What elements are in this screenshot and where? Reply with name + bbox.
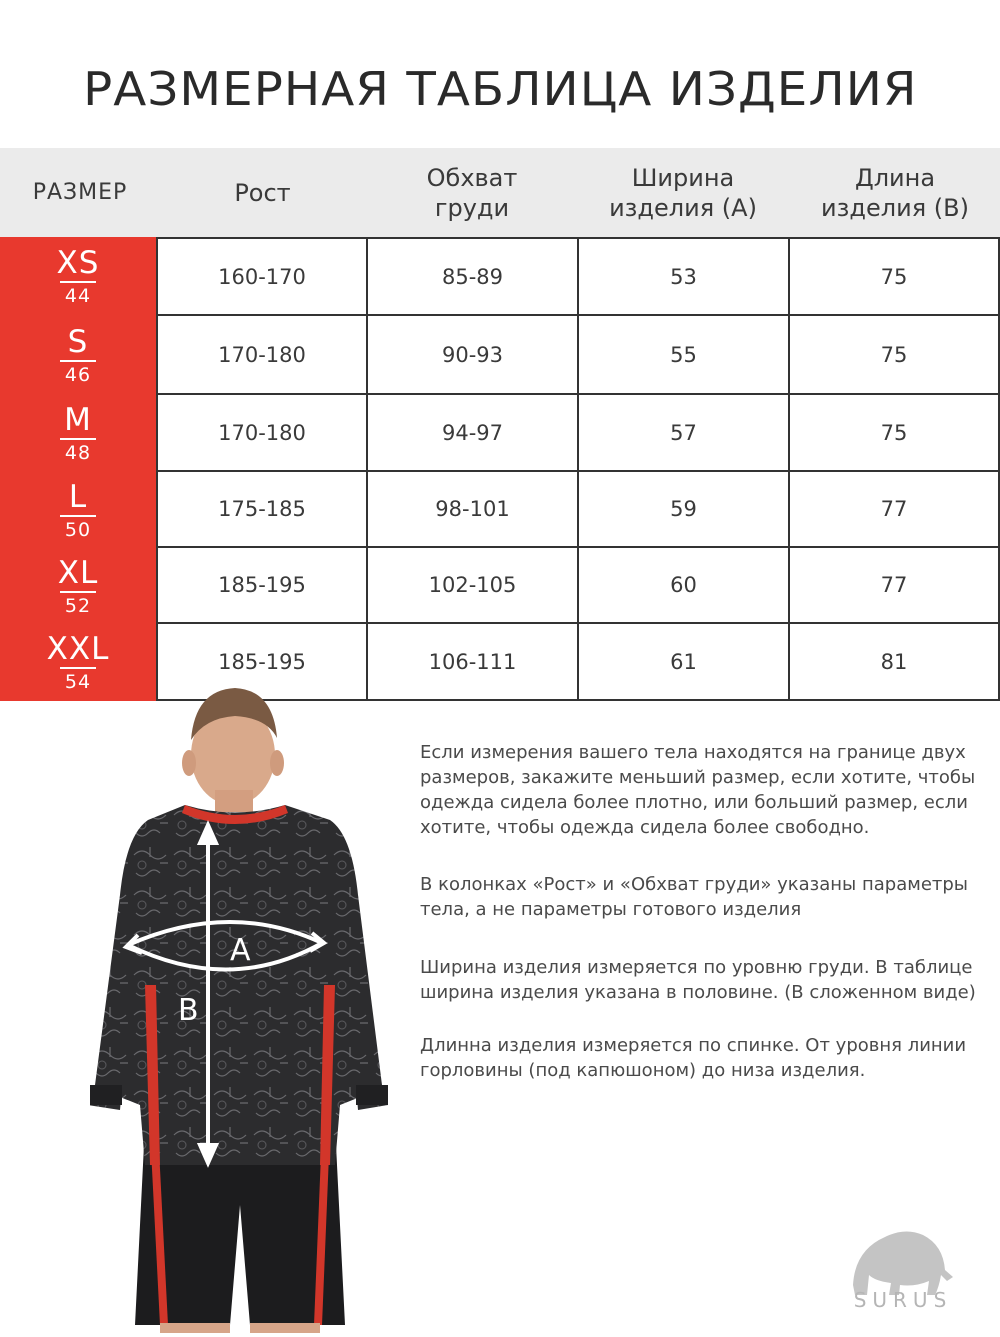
cell-height: 175-185 [156, 472, 368, 548]
cell-width: 61 [579, 624, 790, 701]
size-letter: XL [57, 554, 99, 591]
size-divider [60, 360, 96, 362]
model-figure [90, 685, 390, 1333]
size-cell [0, 548, 156, 624]
elephant-icon [853, 1231, 953, 1295]
size-divider [60, 515, 96, 517]
header-height: Рост [234, 178, 291, 207]
cell-chest: 85-89 [368, 237, 579, 316]
cell-width: 60 [579, 548, 790, 624]
cell-height: 170-180 [156, 395, 368, 472]
size-letter: XXL [46, 631, 110, 667]
info-paragraph-4: Длинна изделия измеряется по спинке. От уровня линии горловины (под капюшоном) до низа изделия. [420, 1035, 967, 1081]
size-number: 54 [64, 671, 92, 693]
table-row [0, 316, 1000, 395]
cell-height: 160-170 [156, 237, 368, 316]
header-chest: Обхват груди [426, 163, 518, 222]
cell-width: 55 [579, 316, 790, 395]
size-number: 52 [64, 594, 92, 617]
page-title: РАЗМЕРНАЯ ТАБЛИЦА ИЗДЕЛИЯ [82, 62, 918, 116]
cell-length: 77 [790, 548, 1000, 624]
size-cell [0, 237, 156, 316]
cell-chest: 98-101 [368, 472, 579, 548]
table-header [0, 148, 1000, 237]
cell-length: 75 [790, 395, 1000, 472]
label-b: B [178, 993, 199, 1028]
table-row [0, 237, 1000, 316]
info-paragraph-2: В колонках «Рост» и «Обхват груди» указаны параметры тела, а не параметры готового изделия [420, 874, 969, 920]
size-cell [0, 316, 156, 395]
cell-height: 185-195 [156, 624, 368, 701]
size-number: 44 [64, 285, 92, 307]
cell-width: 53 [579, 237, 790, 316]
cell-width: 59 [579, 472, 790, 548]
size-letter: XS [56, 245, 100, 281]
cell-length: 77 [790, 472, 1000, 548]
info-paragraph-3: Ширина изделия измеряется по уровню груди. В таблице ширина изделия указана в половине. (В сложенном виде) [420, 957, 976, 1003]
table-row [0, 548, 1000, 624]
head [182, 688, 284, 812]
cell-height: 170-180 [156, 316, 368, 395]
header-length: Длина изделия (В) [821, 163, 969, 222]
brand-name: SURUS [853, 1288, 953, 1312]
size-number: 46 [64, 364, 92, 386]
table-row [0, 472, 1000, 548]
cell-chest: 106-111 [368, 624, 579, 701]
size-divider [60, 591, 96, 593]
cell-chest: 94-97 [368, 395, 579, 472]
size-divider [60, 281, 96, 283]
header-width: Ширина изделия (А) [609, 163, 757, 222]
size-cell [0, 395, 156, 472]
info-paragraph-1: Если измерения вашего тела находятся на границе двух размеров, закажите меньший размер, если хотите, чтобы одежда сидела более плотно, или больший размер, если хотите, чтобы одежда сидела более свободно. [420, 742, 976, 838]
cell-chest: 90-93 [368, 316, 579, 395]
title-area [0, 0, 1000, 148]
header-size: РАЗМЕР [32, 179, 128, 205]
label-a: A [230, 933, 251, 968]
cell-length: 75 [790, 237, 1000, 316]
cell-width: 57 [579, 395, 790, 472]
cell-chest: 102-105 [368, 548, 579, 624]
size-letter: L [68, 478, 88, 515]
size-number: 50 [64, 518, 92, 541]
size-letter: M [64, 402, 92, 438]
size-divider [60, 438, 96, 440]
table-row [0, 395, 1000, 472]
cell-length: 75 [790, 316, 1000, 395]
jersey [90, 805, 388, 1165]
size-letter: S [67, 324, 89, 360]
cell-height: 185-195 [156, 548, 368, 624]
size-cell [0, 472, 156, 548]
cell-length: 81 [790, 624, 1000, 701]
size-number: 48 [64, 442, 92, 464]
size-divider [60, 667, 96, 669]
